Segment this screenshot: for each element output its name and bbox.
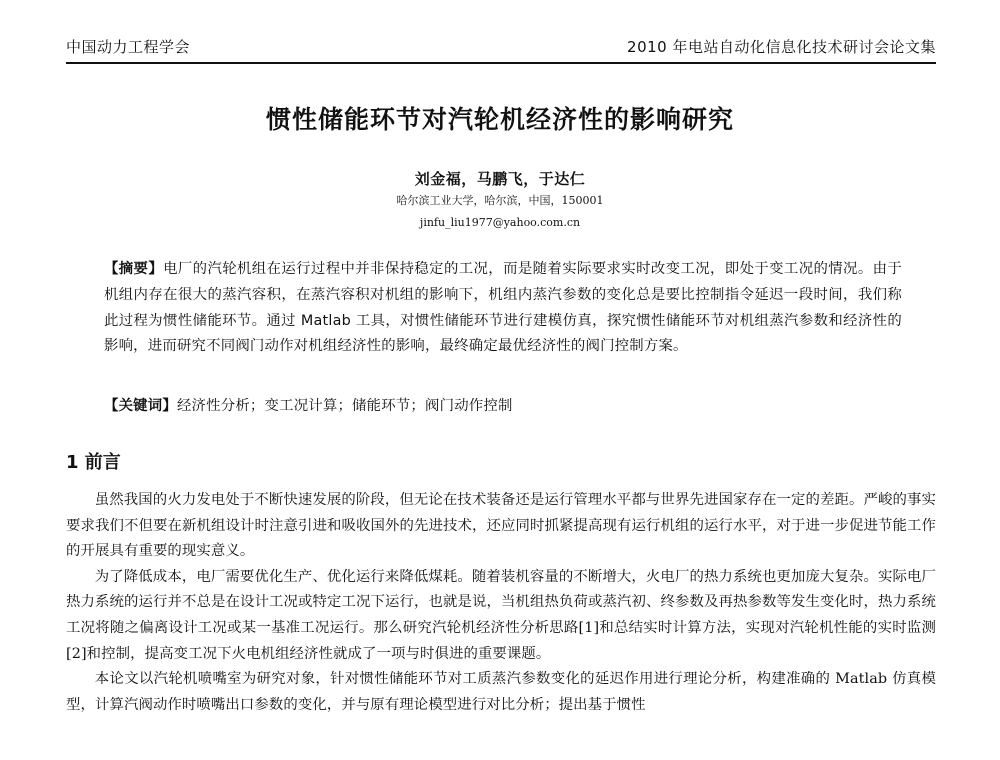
keywords-label: 【关键词】 — [104, 398, 177, 414]
section-body — [66, 488, 936, 718]
keywords — [104, 394, 902, 420]
running-header — [66, 36, 936, 64]
section-heading-introduction: 1 前言 — [66, 452, 121, 473]
abstract-label: 【摘要】 — [104, 261, 164, 277]
author-list: 刘金福，马鹏飞，于达仁 — [414, 170, 586, 188]
keywords-text: 经济性分析；变工况计算；储能环节；阀门动作控制 — [176, 398, 513, 414]
journal-name: 中国动力工程学会 — [66, 38, 191, 56]
author-affiliation: 哈尔滨工业大学，哈尔滨，中国，150001 — [396, 194, 604, 207]
abstract-paragraph — [104, 257, 902, 360]
proceedings-title: 2010 年电站自动化信息化技术研讨会论文集 — [627, 38, 936, 56]
body-paragraph: 本论文以汽轮机喷嘴室为研究对象，针对惯性储能环节对工质蒸汽参数变化的延迟作用进行理论分析，构建准确的 Matlab 仿真模型，计算汽阀动作时喷嘴出口参数的变化，并与原有理论模型进行对比分析；提出基于惯性 — [66, 671, 936, 713]
paper-title: 惯性储能环节对汽轮机经济性的影响研究 — [265, 105, 734, 134]
abstract-text: 电厂的汽轮机组在运行过程中并非保持稳定的工况，而是随着实际要求实时改变工况，即处于变工况的情况。由于机组内存在很大的蒸汽容积，在蒸汽容积对机组的影响下，机组内蒸汽参数的变化总是要比控制指令延迟一段时间，我们称此过程为惯性储能环节。通过 Matlab 工具，对惯性储能环节进行建模仿真，探究惯性储能环节对机组蒸汽参数和经济性的影响，进而研究不同阀门动作对机组经济性的影响，最终确定最优经济性的阀门控制方案。 — [104, 261, 902, 355]
author-email: jinfu_liu1977@yahoo.com.cn — [419, 216, 581, 229]
abstract — [104, 257, 902, 360]
body-paragraph: 为了降低成本，电厂需要优化生产、优化运行来降低煤耗。随着装机容量的不断增大，火电厂的热力系统也更加庞大复杂。实际电厂热力系统的运行并不总是在设计工况或特定工况下运行，也就是说，当机组热负荷或蒸汽初、终参数及再热参数等发生变化时，热力系统工况将随之偏离设计工况或某一基准工况运行。那么研究汽轮机经济性分析思路[1]和总结实时计算方法，实现对汽轮机性能的实时监测[2]和控制，提高变工况下火电机组经济性就成了一项与时俱进的重要课题。 — [66, 568, 936, 662]
body-paragraph: 虽然我国的火力发电处于不断快速发展的阶段，但无论在技术装备还是运行管理水平都与世界先进国家存在一定的差距。严峻的事实要求我们不但要在新机组设计时注意引进和吸收国外的先进技术，还应同时抓紧提高现有运行机组的运行水平，对于进一步促进节能工作的开展具有重要的现实意义。 — [66, 492, 936, 560]
